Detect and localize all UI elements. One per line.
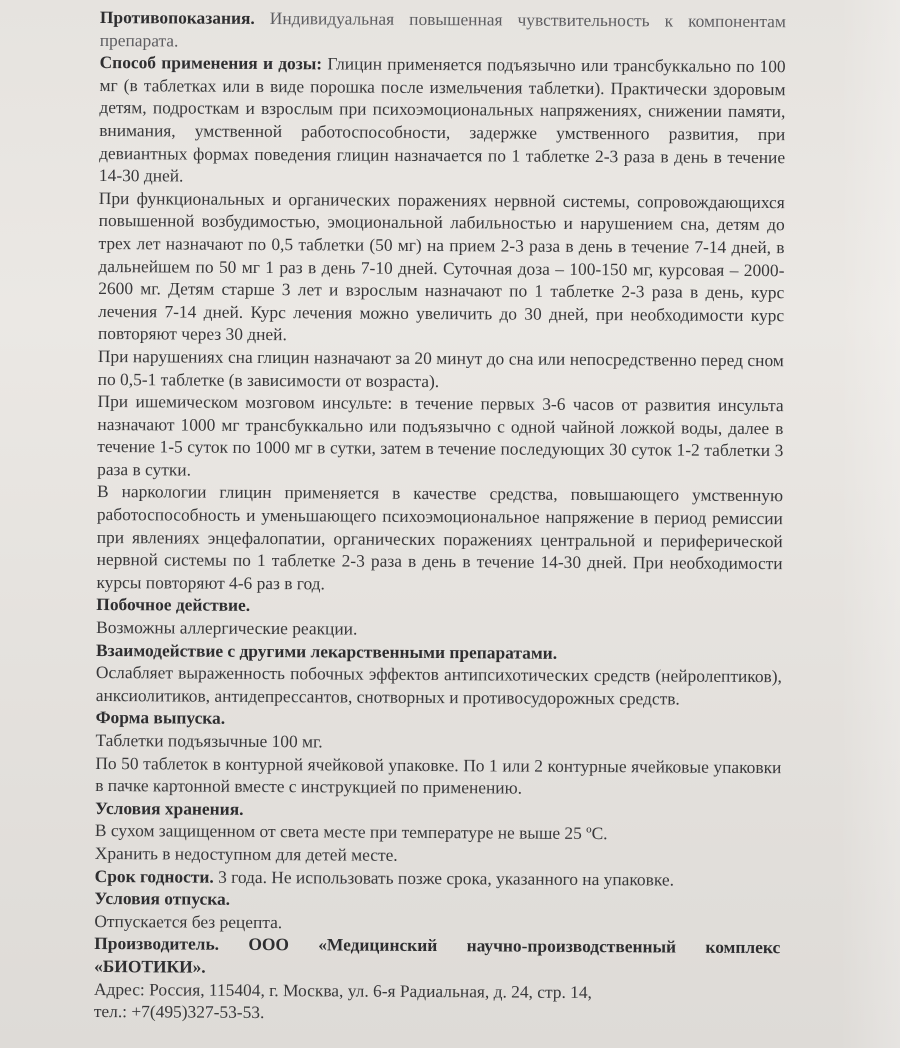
dispensing-heading: Условия отпуска. (94, 888, 231, 909)
shelf-life-text: 3 года. Не использовать позже срока, указанного на упаковке. (218, 866, 675, 890)
dispensing-text: Отпускается без рецепта. (94, 910, 283, 932)
dosage-paragraph-4: При ишемическом мозговом инсульте: в течение первых 3-6 часов от развития инсульта назначают 1000 мг трансбуккально или подъязычно с одной чайной ложкой воды, далее в течение 1-5 суток по 1000 мг в сутки, затем в течение последующих 30 суток 1-2 таблетки 3 раза в сутки. (97, 391, 784, 480)
contraindications-paragraph (100, 6, 786, 55)
side-effects-text: Возможны аллергические реакции. (96, 617, 358, 639)
storage-text-1: В сухом защищенном от света месте при температуре не выше 25 ºС. (94, 820, 608, 844)
manufacturer-text: ООО «Медицинский научно-производственный комплекс «БИОТИКИ». (94, 934, 781, 977)
dosage-paragraph-3: При нарушениях сна глицин назначают за 20 минут до сна или непосредственно перед сном по 0,5-1 таблетке (в зависимости от возраста). (97, 345, 784, 391)
dosage-text-1: Глицин применяется подъязычно или трансбуккально по 100 мг (в таблетках или в виде порошка после измельчения таблетки). Практически здоровым детям, подросткам и взрослым при психоэмоциональных напряжениях, снижении памяти, внимания, умственной работоспособности, задержке умственного развития, при девиантных формах поведения глицин назначается по 1 таблетке 2-3 раза в день в течение 14-30 дней. (98, 53, 786, 186)
manufacturer-phone: тел.: +7(495)327-53-53. (93, 1001, 265, 1023)
manufacturer-address: Адрес: Россия, 115404, г. Москва, ул. 6-я Радиальная, д. 24, стр. 14, (93, 978, 593, 1002)
side-effects-heading: Побочное действие. (96, 594, 251, 616)
release-form-text-2: По 50 таблеток в контурной ячейковой упаковке. По 1 или 2 контурные ячейковые упаковки в пачке картонной вместе с инструкцией по применению. (95, 752, 782, 798)
dosage-paragraph-5: В наркологии глицин применяется в качестве средства, повышающего умственную работоспособность и уменьшающего психоэмоциональное напряжение в период ремиссии при явлениях энцефалопатии, органических поражениях центральной и периферической нервной системы по 1 таблетке 2-3 раза в день в течение 14-30 дней. При необходимости курсы повторяют 4-6 раз в год. (96, 481, 784, 594)
contraindications-heading: Противопоказания. (99, 6, 255, 28)
dosage-heading: Способ применения и дозы: (99, 52, 323, 74)
manufacturer-paragraph (94, 932, 780, 981)
storage-text-2: Хранить в недоступном для детей месте. (94, 842, 398, 865)
interactions-heading: Взаимодействие с другими лекарственными препаратами. (96, 639, 558, 663)
release-form-text-1: Таблетки подъязычные 100 мг. (95, 729, 323, 752)
shelf-life-heading: Срок годности. (94, 865, 214, 887)
dosage-paragraph-2: При функциональных и органических поражениях нервной системы, сопровождающихся повышенной возбудимостью, эмоциональной лабильностью и нарушением сна, детям до трех лет назначают по 0,5 таблетки (50 мг) на прием 2-3 раза в день в течение 7-14 дней, в дальнейшем по 50 мг 1 раз в день 7-10 дней. Суточная доза – 100-150 мг, курсовая – 2000-2600 мг. Детям старше 3 лет и взрослым назначают по 1 таблетке 2-3 раза в день, курс лечения 7-14 дней. Курс лечения можно увеличить до 30 дней, при необходимости курс повторяют через 30 дней. (97, 187, 785, 345)
dosage-paragraph-1 (99, 51, 786, 191)
manufacturer-heading: Производитель. (94, 933, 220, 955)
leaflet-text (94, 6, 786, 1027)
interactions-text: Ослабляет выраженность побочных эффектов антипсихотических средств (нейролептиков), анксиолитиков, антидепрессантов, снотворных и противосудорожных средств. (95, 662, 782, 709)
storage-heading: Условия хранения. (95, 797, 244, 819)
contraindications-text: Индивидуальная повышенная чувствительность к компонентам препарата. (99, 8, 786, 51)
paper-edge-shade (840, 0, 900, 1048)
release-form-heading: Форма выпуска. (95, 707, 226, 729)
